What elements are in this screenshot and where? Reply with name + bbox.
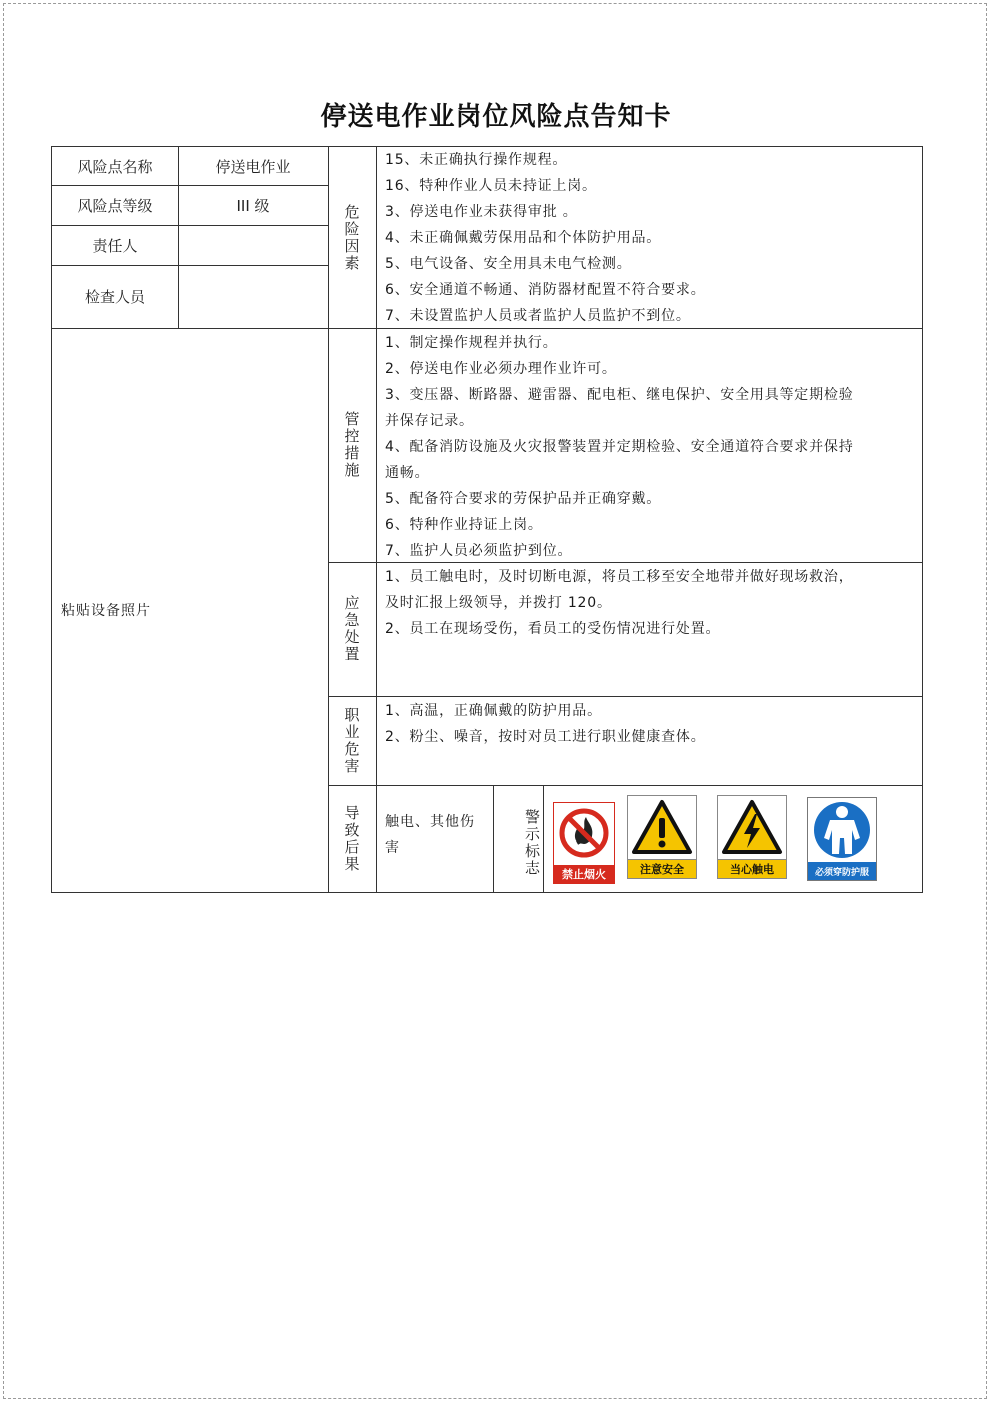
hazard-item: 15、未正确执行操作规程。: [385, 152, 568, 168]
controls-label: 管控措施: [342, 411, 361, 479]
inspector-label: 检查人员: [84, 288, 145, 306]
hazards-label: 危险因素: [342, 203, 361, 272]
risk-name-label: 风险点名称: [77, 157, 153, 176]
electric-shock-sign: [717, 795, 787, 879]
control-item: 4、配备消防设施及火灾报警装置并定期检验、安全通道符合要求并保持: [385, 439, 854, 455]
responsible-person-label: 责任人: [92, 236, 138, 255]
controls-list: [376, 328, 922, 562]
electric-shock-caption: 当心触电: [718, 859, 786, 878]
risk-card: [51, 146, 923, 893]
hazard-item: 3、停送电作业未获得审批 。: [385, 204, 578, 220]
risk-level-label: 风险点等级: [77, 196, 153, 215]
control-item: 5、配备符合要求的劳保护品并正确穿戴。: [385, 491, 662, 507]
control-item: 通畅。: [385, 465, 430, 481]
electric-shock-icon: [718, 796, 786, 860]
page-title: 停送电作业岗位风险点告知卡: [320, 102, 672, 132]
no-fire-sign: [553, 802, 615, 884]
hazards-list: [376, 147, 922, 328]
emergency-label: 应急处置: [342, 595, 361, 663]
warning-signs-label: 警示标志: [523, 808, 541, 877]
responsible-person-value[interactable]: [178, 225, 328, 265]
hazard-item: 5、电气设备、安全用具未电气检测。: [385, 256, 632, 272]
hazard-item: 6、安全通道不畅通、消防器材配置不符合要求。: [385, 282, 706, 298]
equipment-photo-area[interactable]: 粘贴设备照片: [61, 603, 151, 619]
control-item: 1、制定操作规程并执行。: [385, 335, 558, 351]
occupational-item: 2、粉尘、噪音，按时对员工进行职业健康查体。: [385, 729, 706, 745]
hazard-item: 7、未设置监护人员或者监护人员监护不到位。: [385, 308, 691, 324]
emergency-list: [376, 562, 922, 696]
emergency-item: 1、员工触电时，及时切断电源，将员工移至安全地带并做好现场救治，: [385, 569, 854, 585]
protective-suit-sign: [807, 797, 877, 881]
no-fire-caption: 禁止烟火: [554, 865, 614, 883]
caution-icon: [628, 796, 696, 860]
control-item: 6、特种作业持证上岗。: [385, 517, 543, 533]
risk-name-value: 停送电作业: [215, 157, 291, 176]
control-item: 7、监护人员必须监护到位。: [385, 543, 573, 559]
emergency-item: 及时汇报上级领导，并拨打 120。: [385, 595, 612, 611]
protective-suit-caption: 必须穿防护服: [808, 861, 876, 880]
consequence-value: 触电、其他伤害: [385, 814, 475, 856]
occupational-hazards-label: 职业危害: [342, 706, 361, 775]
inspector-value[interactable]: [178, 265, 328, 328]
hazard-item: 4、未正确佩戴劳保用品和个体防护用品。: [385, 230, 662, 246]
control-item: 3、变压器、断路器、避雷器、配电柜、继电保护、安全用具等定期检验: [385, 387, 854, 403]
control-item: 并保存记录。: [385, 413, 474, 429]
caution-sign: [627, 795, 697, 879]
no-fire-icon: [554, 803, 614, 865]
control-item: 2、停送电作业必须办理作业许可。: [385, 361, 617, 377]
occupational-hazards-list: [376, 696, 922, 785]
consequence-label: 导致后果: [342, 804, 361, 873]
protective-suit-icon: [808, 798, 876, 862]
occupational-item: 1、高温，正确佩戴的防护用品。: [385, 703, 602, 719]
caution-caption: 注意安全: [628, 859, 696, 878]
hazard-item: 16、特种作业人员未持证上岗。: [385, 178, 597, 194]
emergency-item: 2、员工在现场受伤，看员工的受伤情况进行处置。: [385, 621, 721, 637]
risk-level-value: III 级: [236, 196, 270, 215]
